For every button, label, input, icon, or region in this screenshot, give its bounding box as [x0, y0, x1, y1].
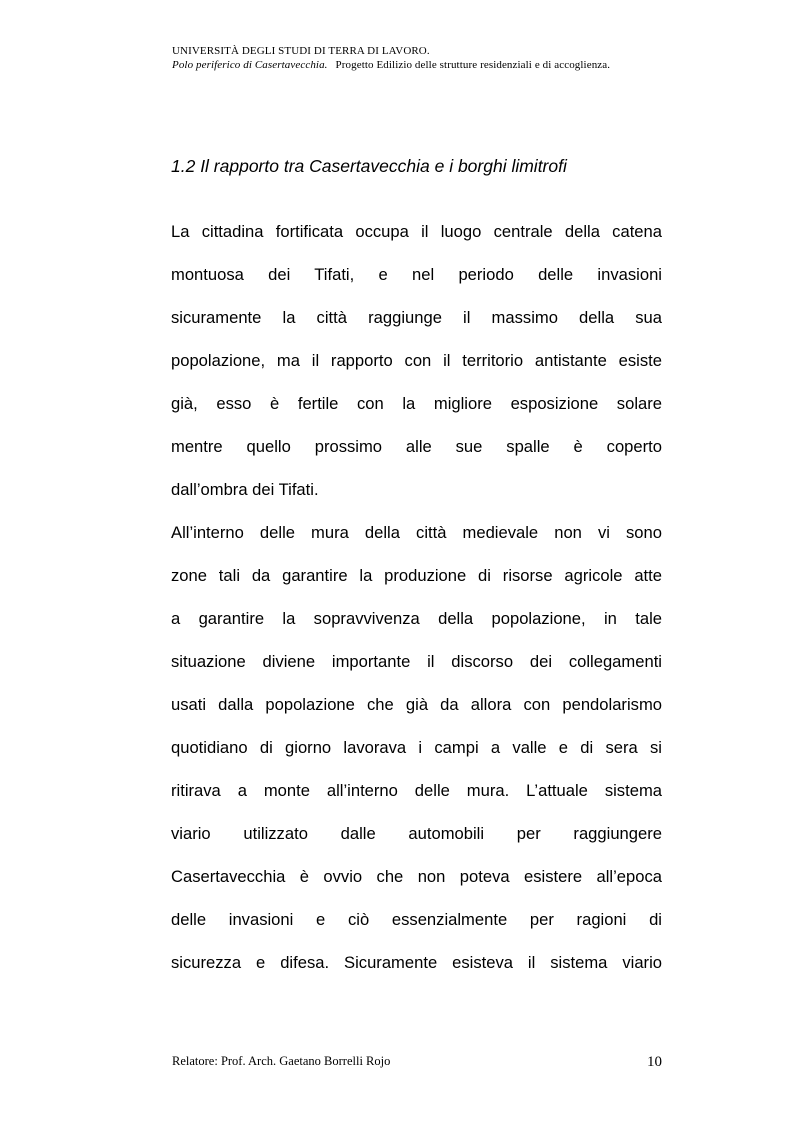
text-line: popolazione, ma il rapporto con il territorio antistante esiste [171, 351, 662, 370]
text-line: All’interno delle mura della città medievale non vi sono [171, 523, 662, 542]
text-line: sicuramente la città raggiunge il massimo della sua [171, 308, 662, 327]
text-line: Casertavecchia è ovvio che non poteva esistere all’epoca [171, 867, 662, 886]
text-line: viario utilizzato dalle automobili per raggiungere [171, 824, 662, 843]
text-line: montuosa dei Tifati, e nel periodo delle invasioni [171, 265, 662, 284]
header-site: Polo periferico di Casertavecchia. [172, 59, 328, 71]
header-subtitle [172, 58, 692, 72]
text-line: ritirava a monte all’interno delle mura. L’attuale sistema [171, 781, 662, 800]
header-institution: UNIVERSITÀ DEGLI STUDI DI TERRA DI LAVORO. [172, 45, 430, 57]
text-line: delle invasioni e ciò essenzialmente per ragioni di [171, 910, 662, 929]
text-line: zone tali da garantire la produzione di risorse agricole atte [171, 566, 662, 585]
footer-relatore: Relatore: Prof. Arch. Gaetano Borrelli Rojo [172, 1054, 391, 1068]
text-line: a garantire la sopravvivenza della popolazione, in tale [171, 609, 662, 628]
text-line: usati dalla popolazione che già da allora con pendolarismo [171, 695, 662, 714]
page-number: 10 [647, 1054, 662, 1070]
text-line: sicurezza e difesa. Sicuramente esisteva il sistema viario [171, 953, 662, 972]
body-text [171, 210, 662, 984]
header-project: Progetto Edilizio delle strutture residenziali e di accoglienza. [335, 59, 611, 71]
text-line: situazione diviene importante il discorso dei collegamenti [171, 652, 662, 671]
text-line: già, esso è fertile con la migliore esposizione solare [171, 394, 662, 413]
text-line: dall’ombra dei Tifati. [171, 480, 319, 499]
section-title: 1.2 Il rapporto tra Casertavecchia e i borghi limitrofi [171, 156, 567, 176]
text-line: quotidiano di giorno lavorava i campi a valle e di sera si [171, 738, 662, 757]
page-header [172, 44, 692, 72]
text-line: La cittadina fortificata occupa il luogo centrale della catena [171, 222, 662, 241]
text-line: mentre quello prossimo alle sue spalle è coperto [171, 437, 662, 456]
